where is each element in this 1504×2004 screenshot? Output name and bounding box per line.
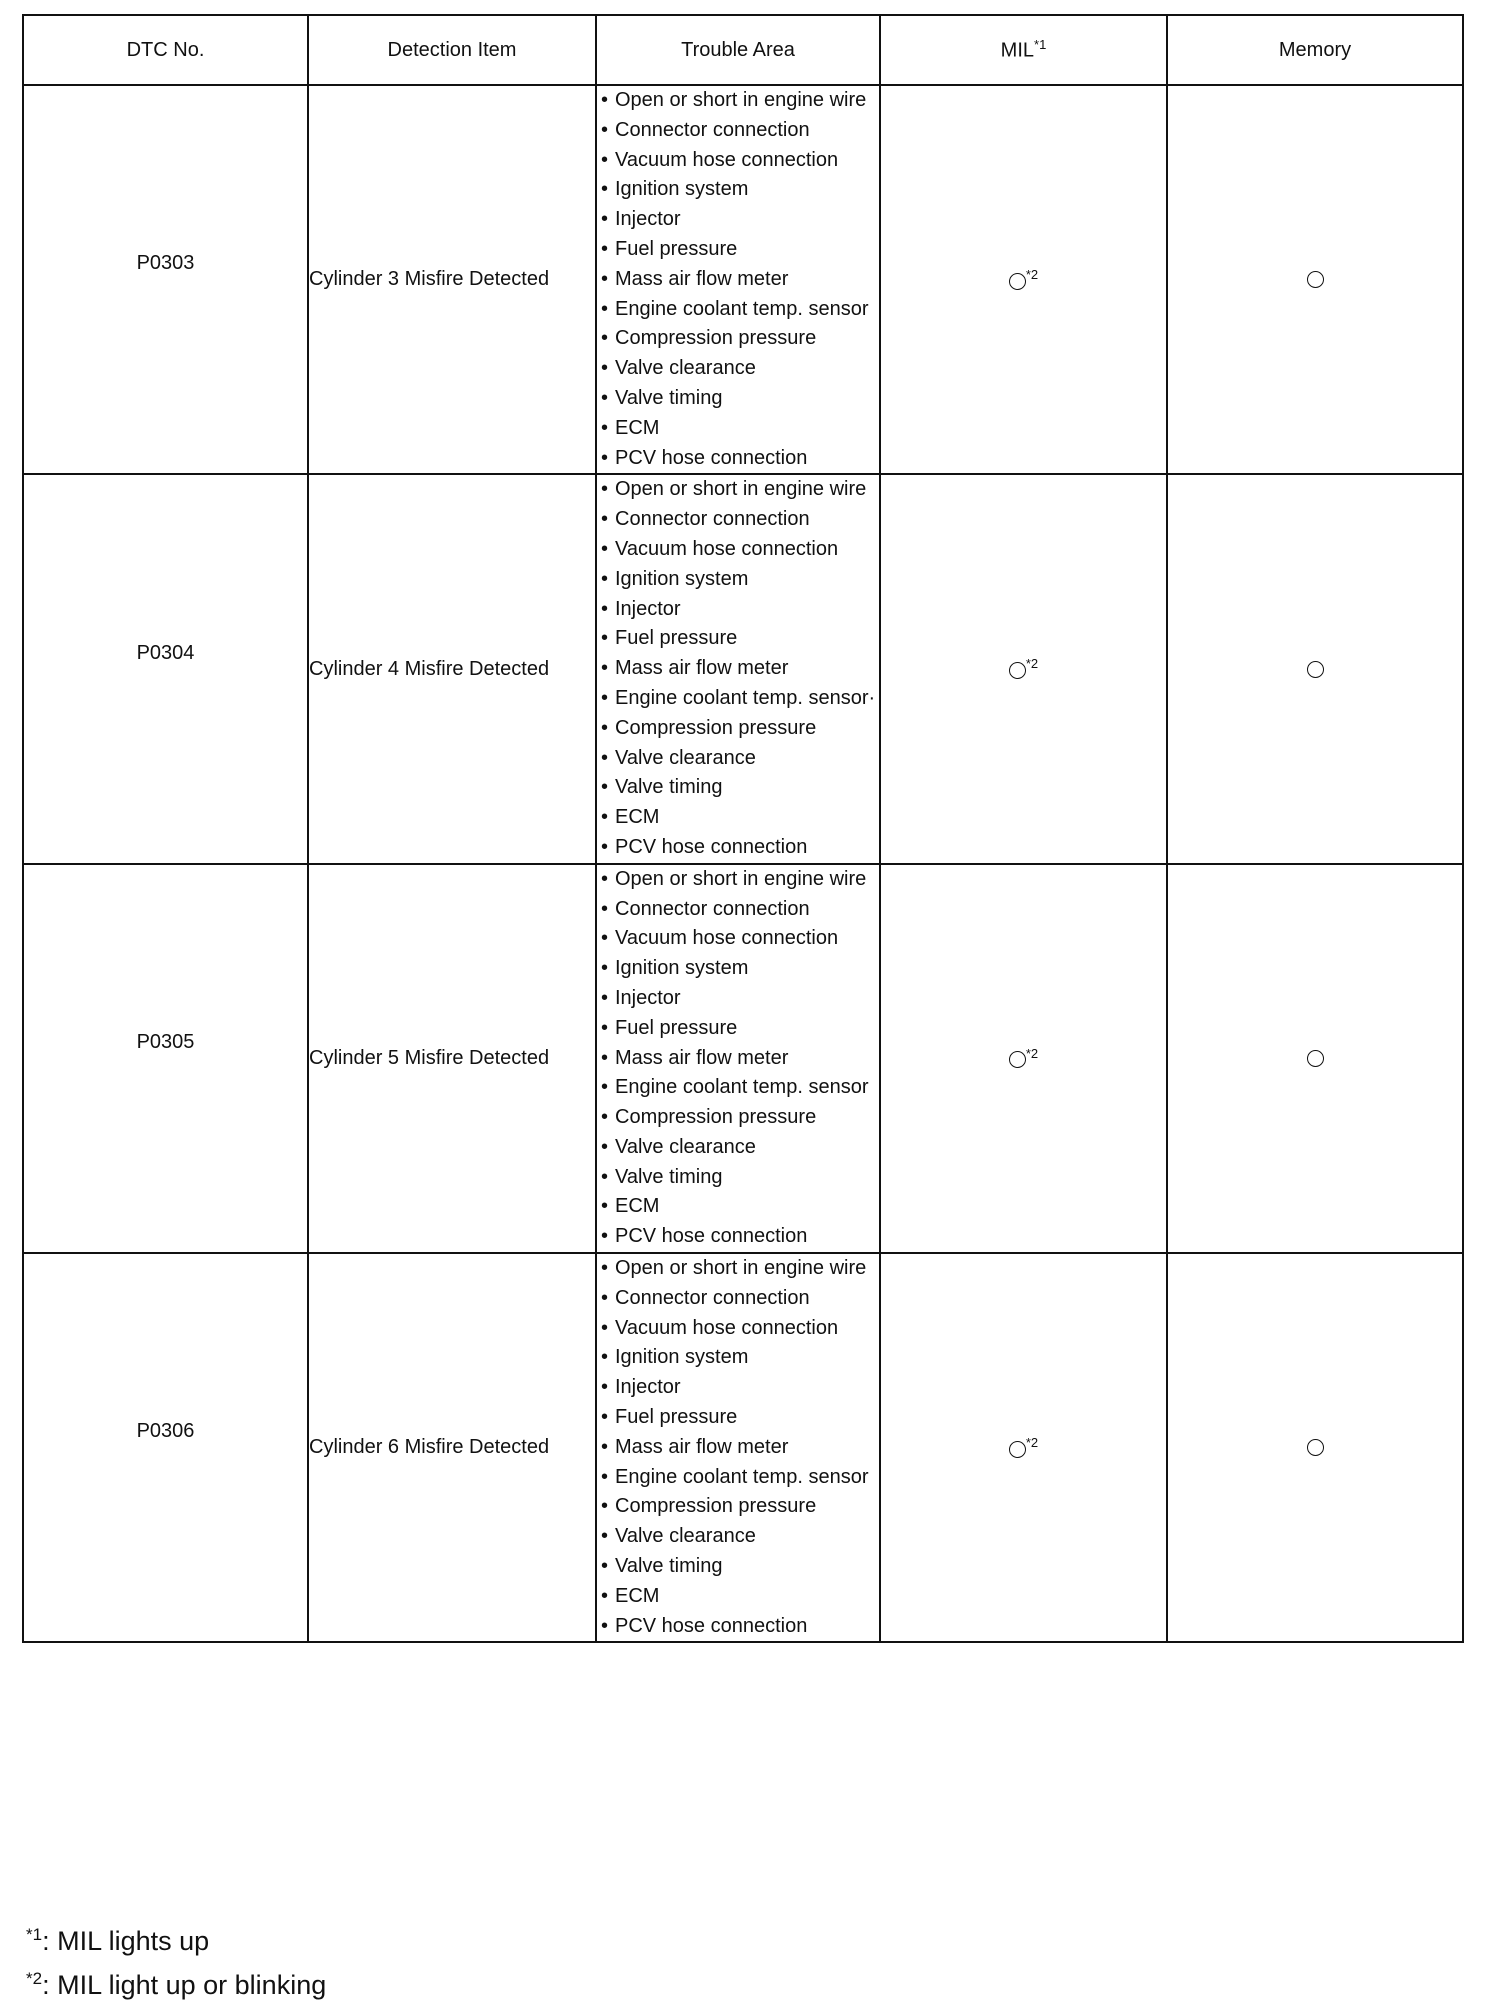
footnote-1-mark: *1 (26, 1925, 43, 1944)
footnote-2-mark: *2 (26, 1969, 43, 1988)
trouble-area-item: • Ignition system (597, 954, 879, 984)
dtc-code-cell (23, 864, 308, 1253)
trouble-area-item: • Compression pressure (597, 1103, 879, 1133)
trouble-area-item: • Compression pressure (597, 1492, 879, 1522)
trouble-area-item: • Injector (597, 205, 879, 235)
detection-item: Cylinder 3 Misfire Detected (308, 85, 596, 474)
mil-footnote-mark: *2 (1025, 1434, 1039, 1450)
trouble-area-item: • Fuel pressure (597, 624, 879, 654)
circle-icon (1009, 1051, 1026, 1068)
trouble-area-item: • Valve clearance (597, 1522, 879, 1552)
trouble-area-item: • Mass air flow meter (597, 1044, 879, 1074)
trouble-area-item: • PCV hose connection (597, 1612, 879, 1642)
memory-cell (1167, 85, 1463, 474)
trouble-area-list (597, 86, 879, 473)
mil-footnote-mark: *2 (1025, 266, 1039, 282)
trouble-area-item: • Fuel pressure (597, 235, 879, 265)
trouble-area-item: • Vacuum hose connection (597, 924, 879, 954)
trouble-area-item: • Engine coolant temp. sensor· (597, 684, 879, 714)
trouble-area-list (597, 865, 879, 1252)
trouble-area-item: • Open or short in engine wire (597, 1254, 879, 1284)
dtc-code: P0305 (136, 1030, 195, 1053)
trouble-area-item: • Mass air flow meter (597, 265, 879, 295)
table-row (23, 864, 1463, 1253)
trouble-area-cell (596, 474, 880, 863)
trouble-area-item: • ECM (597, 1192, 879, 1222)
mil-cell (880, 864, 1167, 1253)
detection-item: Cylinder 6 Misfire Detected (308, 1253, 596, 1642)
trouble-area-item: • Vacuum hose connection (597, 1314, 879, 1344)
trouble-area-item: • Injector (597, 1373, 879, 1403)
trouble-area-item: • PCV hose connection (597, 833, 879, 863)
table-row (23, 474, 1463, 863)
trouble-area-item: • Ignition system (597, 1343, 879, 1373)
footnotes (26, 1916, 326, 2004)
header-detection-item: Detection Item (308, 15, 596, 85)
trouble-area-item: • Valve clearance (597, 354, 879, 384)
circle-icon (1009, 662, 1026, 679)
trouble-area-item: • Connector connection (597, 1284, 879, 1314)
header-mil-footnote: *1 (1034, 37, 1047, 53)
memory-cell (1167, 864, 1463, 1253)
circle-icon (1307, 1439, 1324, 1456)
trouble-area-item: • Valve clearance (597, 1133, 879, 1163)
trouble-area-item: • Ignition system (597, 175, 879, 205)
memory-cell (1167, 1253, 1463, 1642)
trouble-area-item: • Connector connection (597, 895, 879, 925)
trouble-area-item: • Ignition system (597, 565, 879, 595)
footnote-1-text: : MIL lights up (42, 1926, 210, 1956)
trouble-area-item: • Compression pressure (597, 324, 879, 354)
mil-cell (880, 1253, 1167, 1642)
trouble-area-item: • Mass air flow meter (597, 654, 879, 684)
dtc-code: P0306 (136, 1420, 195, 1443)
trouble-area-item: • Open or short in engine wire (597, 475, 879, 505)
trouble-area-item: • Engine coolant temp. sensor (597, 295, 879, 325)
trouble-area-item: • Valve clearance (597, 744, 879, 774)
circle-icon (1307, 1050, 1324, 1067)
trouble-area-cell (596, 85, 880, 474)
trouble-area-item: • Valve timing (597, 1552, 879, 1582)
trouble-area-item: • Injector (597, 595, 879, 625)
trouble-area-list (597, 1254, 879, 1641)
dtc-code: P0304 (136, 641, 195, 664)
trouble-area-item: • Connector connection (597, 116, 879, 146)
table-row (23, 85, 1463, 474)
footnote-2-text: : MIL light up or blinking (42, 1970, 327, 2000)
trouble-area-item: • Vacuum hose connection (597, 535, 879, 565)
header-mil-label: MIL (1000, 39, 1035, 62)
circle-icon (1307, 661, 1324, 678)
trouble-area-item: • Open or short in engine wire (597, 86, 879, 116)
header-dtc-no: DTC No. (23, 15, 308, 85)
trouble-area-item: • Engine coolant temp. sensor (597, 1463, 879, 1493)
dtc-code: P0303 (136, 252, 195, 275)
mil-cell (880, 85, 1167, 474)
header-memory: Memory (1167, 15, 1463, 85)
circle-icon (1307, 271, 1324, 288)
trouble-area-item: • Fuel pressure (597, 1014, 879, 1044)
dtc-table (22, 14, 1464, 1643)
trouble-area-item: • ECM (597, 1582, 879, 1612)
trouble-area-item: • PCV hose connection (597, 1222, 879, 1252)
dtc-code-cell (23, 474, 308, 863)
trouble-area-item: • Engine coolant temp. sensor (597, 1073, 879, 1103)
memory-cell (1167, 474, 1463, 863)
table-row (23, 1253, 1463, 1642)
trouble-area-list (597, 475, 879, 862)
trouble-area-item: • Valve timing (597, 384, 879, 414)
dtc-code-cell (23, 85, 308, 474)
trouble-area-item: • ECM (597, 803, 879, 833)
trouble-area-cell (596, 1253, 880, 1642)
trouble-area-item: • ECM (597, 414, 879, 444)
dtc-code-cell (23, 1253, 308, 1642)
trouble-area-item: • Connector connection (597, 505, 879, 535)
header-trouble-area: Trouble Area (596, 15, 880, 85)
trouble-area-item: • PCV hose connection (597, 444, 879, 474)
trouble-area-item: • Injector (597, 984, 879, 1014)
mil-cell (880, 474, 1167, 863)
circle-icon (1009, 1441, 1026, 1458)
trouble-area-item: • Compression pressure (597, 714, 879, 744)
mil-footnote-mark: *2 (1025, 1045, 1039, 1061)
header-row (23, 15, 1463, 85)
trouble-area-item: • Valve timing (597, 773, 879, 803)
footnote-1 (26, 1916, 326, 1960)
circle-icon (1009, 273, 1026, 290)
trouble-area-item: • Valve timing (597, 1163, 879, 1193)
trouble-area-item: • Vacuum hose connection (597, 146, 879, 176)
footnote-2 (26, 1960, 326, 2004)
trouble-area-item: • Fuel pressure (597, 1403, 879, 1433)
mil-footnote-mark: *2 (1025, 656, 1039, 672)
detection-item: Cylinder 4 Misfire Detected (308, 474, 596, 863)
trouble-area-item: • Open or short in engine wire (597, 865, 879, 895)
detection-item: Cylinder 5 Misfire Detected (308, 864, 596, 1253)
trouble-area-cell (596, 864, 880, 1253)
trouble-area-item: • Mass air flow meter (597, 1433, 879, 1463)
header-mil (880, 15, 1167, 85)
